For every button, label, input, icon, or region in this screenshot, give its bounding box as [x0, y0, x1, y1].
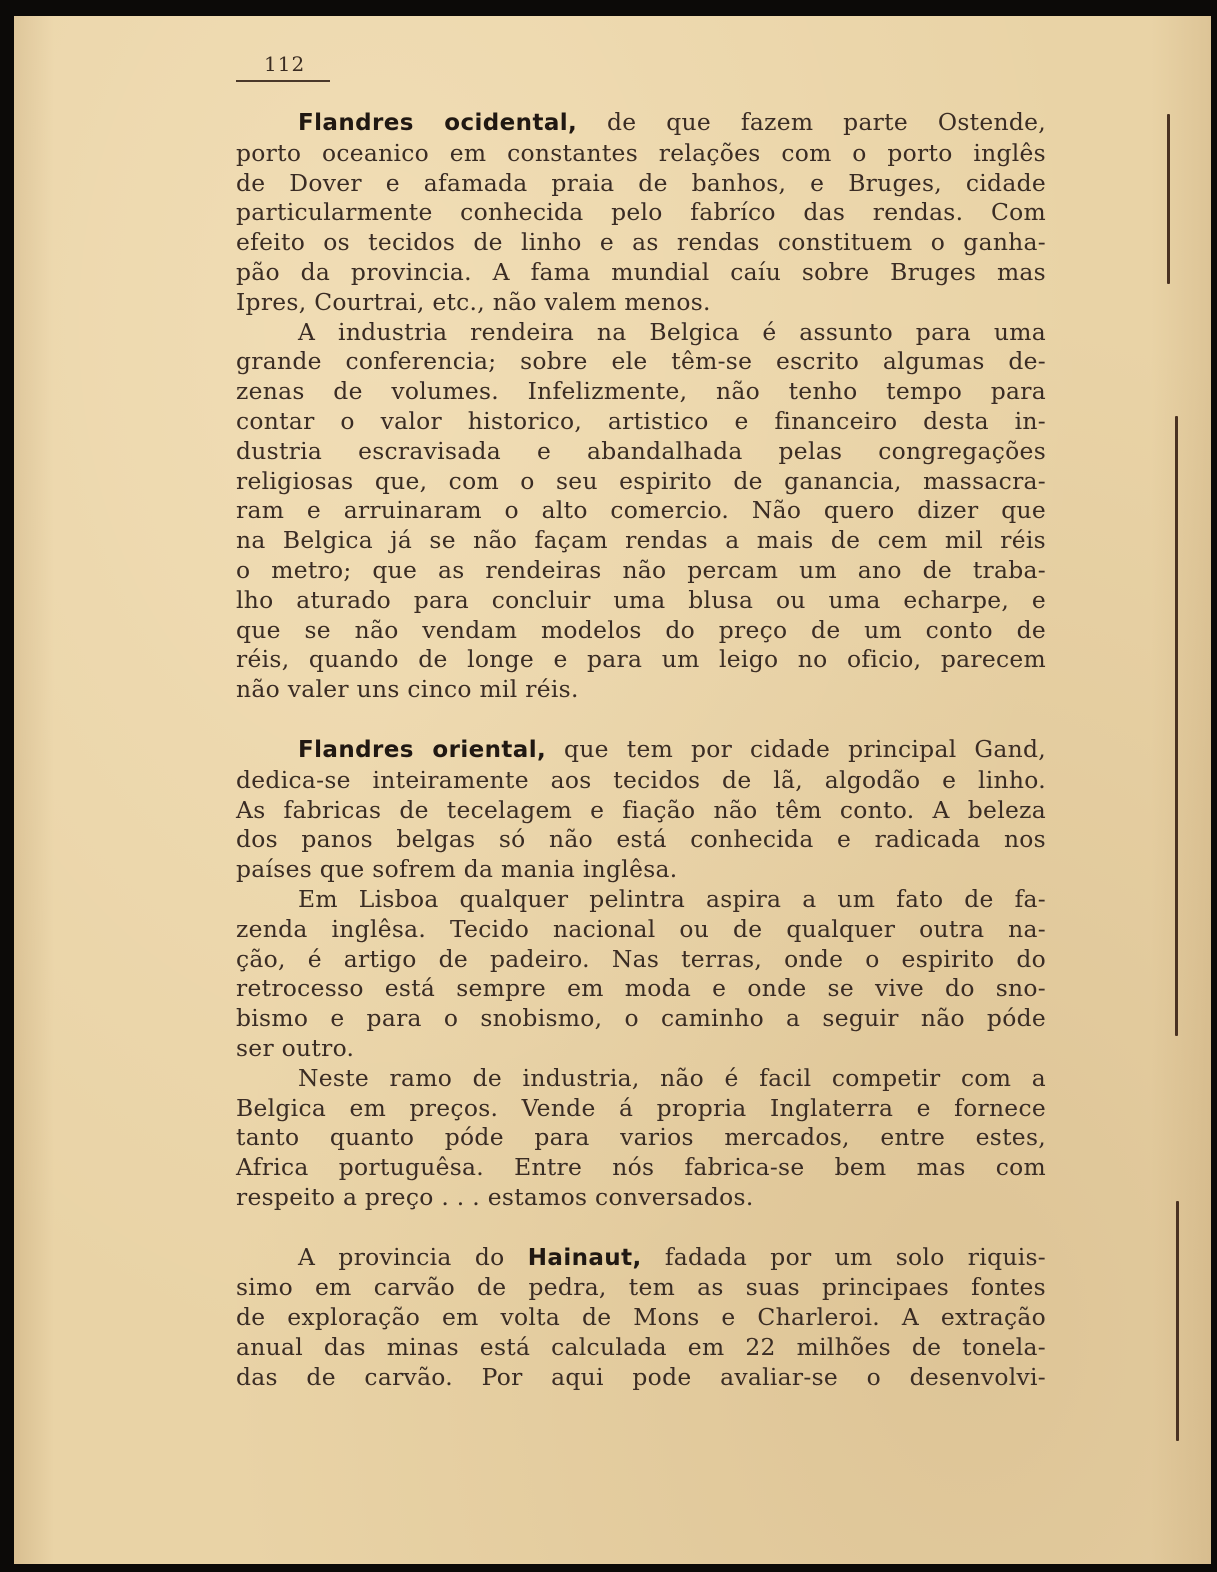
- binding-mark-3: [1176, 1201, 1179, 1441]
- paragraph-flandres-ocidental: Flandres ocidental, de que fazem parte Ostende, porto oceanico em constantes relações com o porto inglês de Dover e afamada praia de banhos, e Bruges, cidade particularmente conhecida pelo fabríco das rendas. Com efeito os tecidos de linho e as rendas constituem o ganha- pão da provincia. A fama mundial caíu sobre Bruges mas Ipres, Courtrai, etc., não valem menos.: [236, 108, 1046, 316]
- book-page: [14, 16, 1211, 1564]
- binding-mark-2: [1175, 416, 1178, 1036]
- body-text: [236, 108, 1046, 1393]
- page-number: 112: [264, 52, 306, 76]
- binding-mark-1: [1167, 114, 1170, 284]
- paragraph-flandres-oriental: Flandres oriental, que tem por cidade principal Gand, dedica-se inteiramente aos tecidos de lã, algodão e linho. As fabricas de tecelagem e fiação não têm conto. A beleza dos panos belgas só não está conhecida e radicada nos países que sofrem da mania inglêsa.: [236, 734, 1046, 884]
- page-number-rule: [236, 80, 330, 82]
- heading-hainaut: Hainaut,: [527, 1244, 642, 1271]
- paragraph-ramo-industria: Neste ramo de industria, não é facil competir com a Belgica em preços. Vende á propria Inglaterra e fornece tanto quanto póde para varios mercados, entre estes, Africa portuguêsa. Entre nós fabrica-se bem mas com respeito a preço . . . estamos conversados.: [236, 1063, 1046, 1211]
- heading-flandres-ocidental: Flandres ocidental,: [298, 110, 578, 136]
- paragraph-industria-rendeira: A industria rendeira na Belgica é assunto para uma grande conferencia; sobre ele têm-se escrito algumas de- zenas de volumes. Infelizmente, não tenho tempo para contar o valor historico, artistico e financeiro desta in- dustria escravisada e abandalhada pelas congregações religiosas que, com o seu espirito de ganancia, massacra- ram e arruinaram o alto comercio. Não quero dizer que na Belgica já se não façam rendas a mais de cem mil réis o metro; que as rendeiras não percam um ano de traba- lho aturado para concluir uma blusa ou uma echarpe, e que se não vendam modelos do preço de um conto de réis, quando de longe e para um leigo no oficio, parecem não valer uns cinco mil réis.: [236, 317, 1046, 704]
- heading-flandres-oriental: Flandres oriental,: [298, 736, 547, 763]
- paragraph-lisboa: Em Lisboa qualquer pelintra aspira a um fato de fa- zenda inglêsa. Tecido nacional ou de qualquer outra na- ção, é artigo de padeiro. Nas terras, onde o espirito do retrocesso está sempre em moda e onde se vive do sno- bismo e para o snobismo, o caminho a seguir não póde ser outro.: [236, 884, 1046, 1062]
- paragraph-hainaut: A provincia do Hainaut, fadada por um solo riquis- simo em carvão de pedra, tem as suas principaes fontes de exploração em volta de Mons e Charleroi. A extração anual das minas está calculada em 22 milhões de tonela- das de carvão. Por aqui pode avaliar-se o desenvolvi-: [236, 1242, 1046, 1391]
